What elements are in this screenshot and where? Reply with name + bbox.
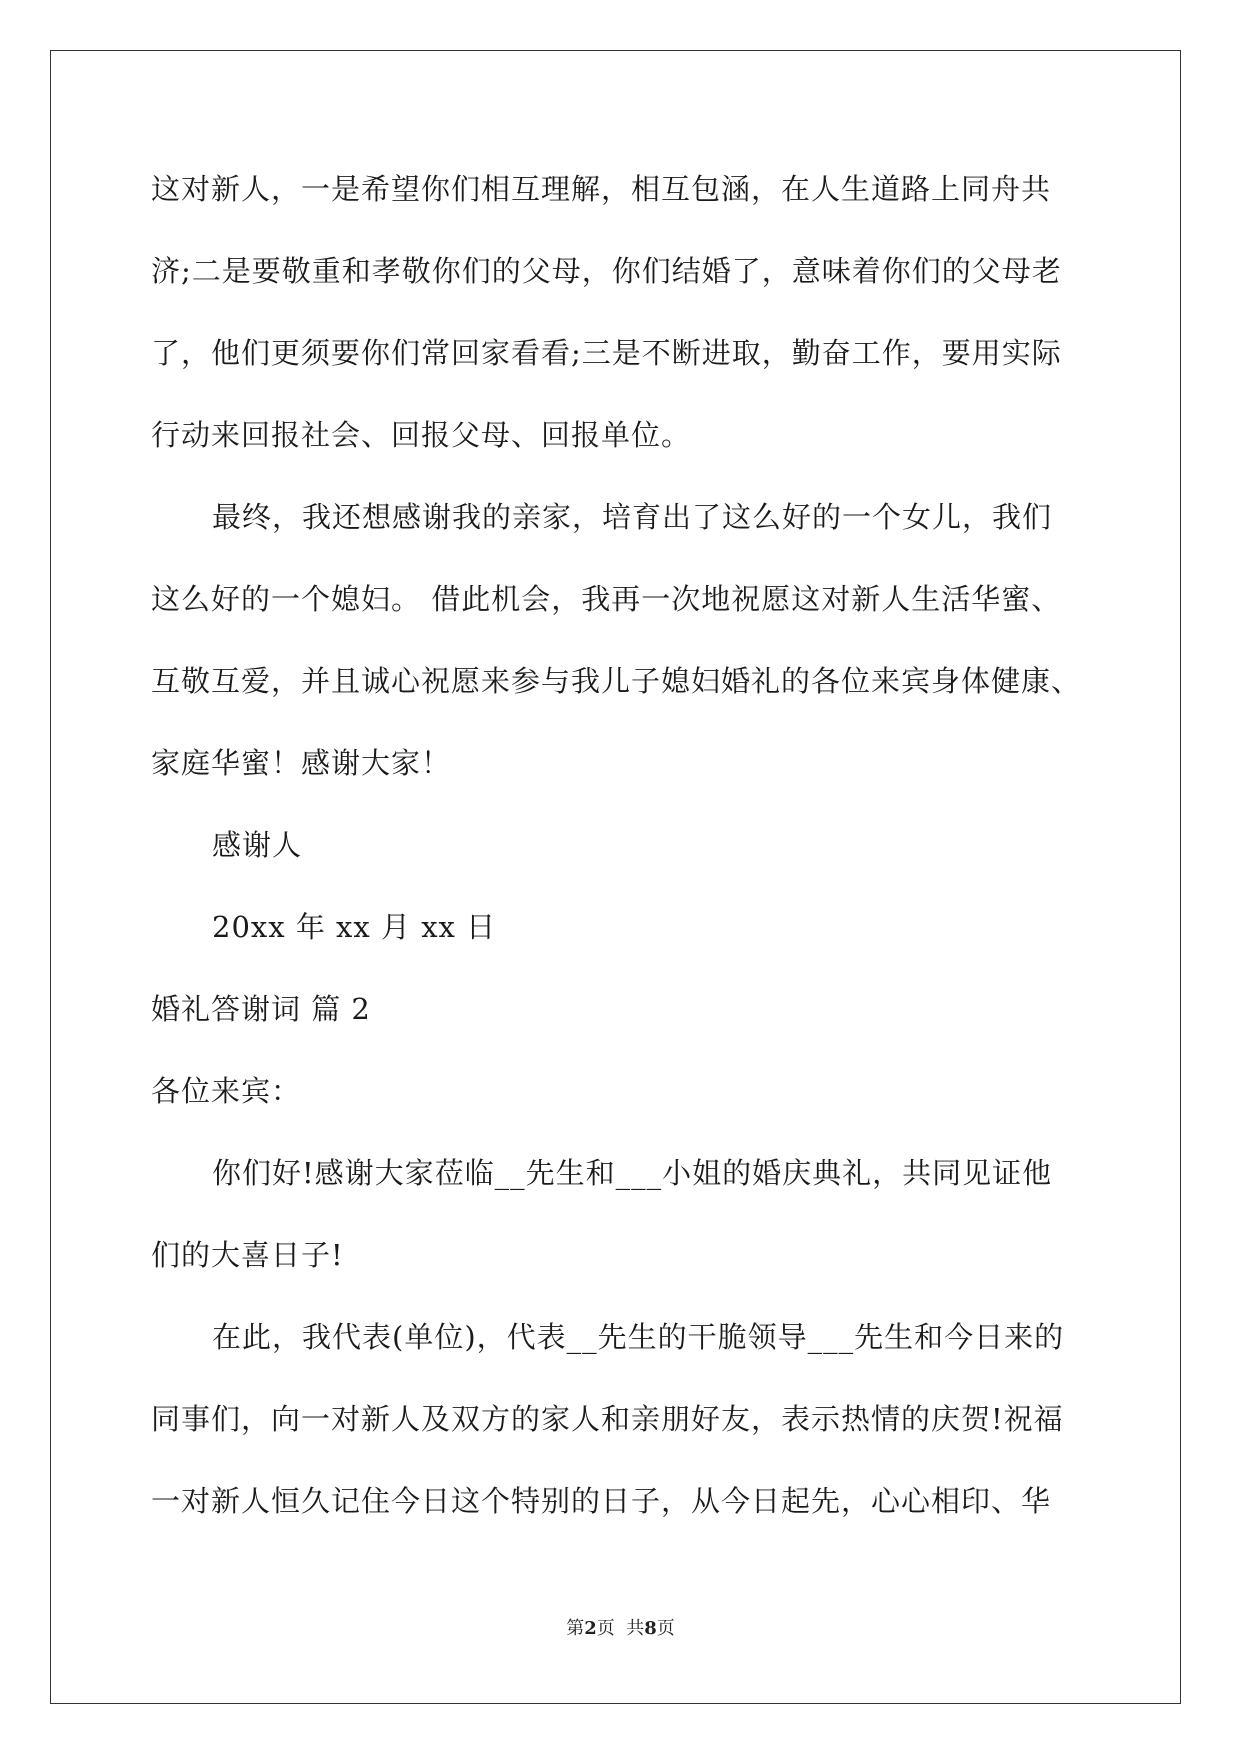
document-body	[151, 148, 1091, 1542]
paragraph-line: 们的大喜日子!	[151, 1238, 344, 1272]
paragraph-line: 你们好!感谢大家莅临__先生和___小姐的婚庆典礼，共同见证他	[212, 1156, 1053, 1190]
page-total: 8	[644, 1618, 657, 1639]
paragraph-line: 了，他们更须要你们常回家看看;三是不断进取，勤奋工作，要用实际	[151, 336, 1062, 370]
page-suffix: 页	[656, 1618, 675, 1639]
paragraph-line: 同事们，向一对新人及双方的家人和亲朋好友，表示热情的庆贺!祝福	[151, 1402, 1064, 1436]
paragraph-line: 互敬互爱，并且诚心祝愿来参与我儿子媳妇婚礼的各位来宾身体健康、	[151, 664, 1082, 698]
paragraph-line: 家庭华蜜！感谢大家！	[151, 746, 452, 780]
page-number-footer	[0, 1614, 1241, 1640]
page-mid: 页 共	[596, 1618, 645, 1639]
section-heading: 婚礼答谢词 篇 2	[151, 992, 371, 1026]
paragraph-line: 行动来回报社会、回报父母、回报单位。	[151, 418, 692, 452]
page-prefix: 第	[566, 1618, 585, 1639]
signature-date: 20xx 年 xx 月 xx 日	[212, 910, 497, 944]
paragraph-line: 在此，我代表(单位)，代表__先生的干脆领导___先生和今日来的	[212, 1320, 1065, 1354]
paragraph-line: 济;二是要敬重和孝敬你们的父母，你们结婚了，意味着你们的父母老	[151, 254, 1062, 288]
paragraph-line: 这对新人，一是希望你们相互理解，相互包涵，在人生道路上同舟共	[151, 172, 1052, 206]
salutation: 各位来宾：	[151, 1074, 302, 1108]
page-current: 2	[584, 1618, 597, 1639]
signature-label: 感谢人	[212, 828, 303, 862]
paragraph-line: 这么好的一个媳妇。 借此机会，我再一次地祝愿这对新人生活华蜜、	[151, 582, 1062, 616]
paragraph-line: 一对新人恒久记住今日这个特别的日子，从今日起先，心心相印、华	[151, 1484, 1052, 1518]
paragraph-line: 最终，我还想感谢我的亲家，培育出了这么好的一个女儿，我们	[212, 500, 1053, 534]
